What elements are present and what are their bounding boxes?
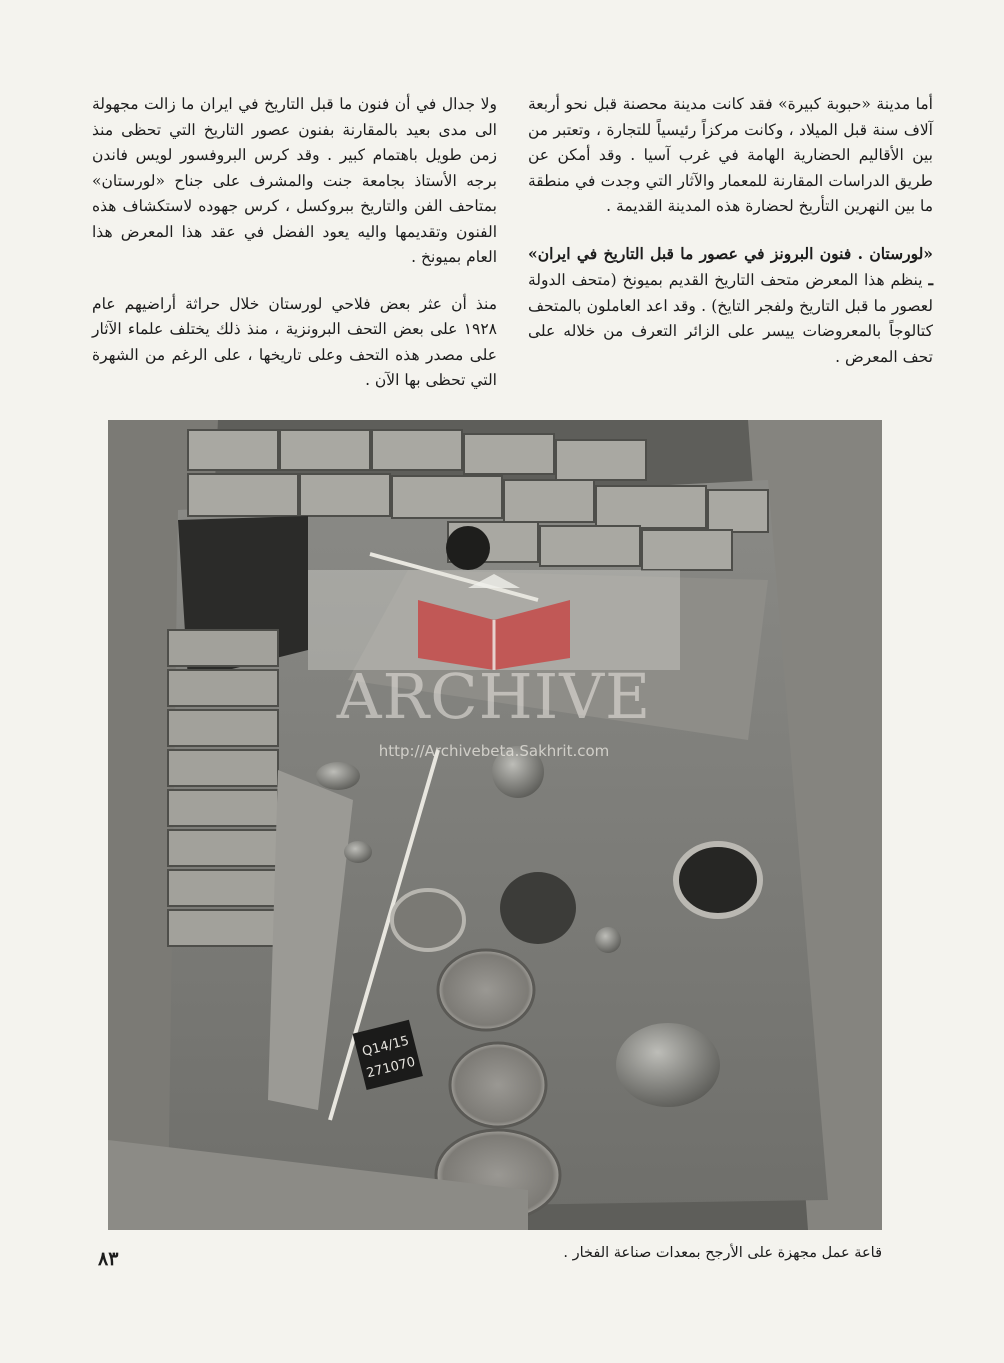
potters-basin xyxy=(438,950,534,1030)
excavation-illustration xyxy=(108,420,882,1230)
potters-basin xyxy=(450,1043,546,1127)
right-text-column xyxy=(528,92,933,370)
excavation-photo xyxy=(108,420,882,1230)
jar-opening xyxy=(446,526,490,570)
archive-watermark xyxy=(308,570,680,770)
label-line-2: 271070 xyxy=(365,1054,417,1082)
left-text-column xyxy=(92,92,497,394)
broken-jar xyxy=(676,844,760,916)
watermark-url: http://Archivebeta.Sakhrit.com xyxy=(378,742,610,760)
paragraph-prehistoric-arts: ولا جدال في أن فنون ما قبل التاريخ في ايران ما زالت مجهولة الى مدى بعيد بالمقارنة بفنون عصور التاريخ التي تحظى منذ زمن طويل باهتمام كبير . وقد كرس البروفسور لويس فاندن برجه الأستاذ بجامعة جنت والمشرف على جناح «لورستان» بمتاحف الفن والتاريخ ببروكسل ، كرس جهوده لاستكشاف هذه الفنون وتقديمها واليه يعود الفضل في عقد هذا المعرض هذا العام بميونخ . xyxy=(92,95,497,266)
exhibition-title: «لورستان . فنون البرونز في عصور ما قبل التاريخ في ايران» ـ xyxy=(528,243,933,289)
paragraph-habuba-kabira: أما مدينة «حبوبة كبيرة» فقد كانت مدينة محصنة قبل نحو أربعة آلاف سنة قبل الميلاد ، وكانت مركزاً رئيسياً للتجارة ، وتعتبر من بين الأقاليم الحضارية الهامة في غرب آسيا . وقد أمكن عن طريق الدراسات المقارنة للمعمار والآثار التي وجدت في منطقة ما بين النهرين التأريخ لحضارة هذه المدينة القديمة . xyxy=(528,95,933,215)
bowl xyxy=(344,841,372,863)
page-number: ٨٣ xyxy=(98,1248,119,1270)
large-jar xyxy=(616,1023,720,1107)
pit xyxy=(500,872,576,944)
label-line-1: Q14/15 xyxy=(360,1033,411,1060)
exhibition-description: ينظم هذا المعرض متحف التاريخ القديم بميونخ (متحف الدولة لعصور ما قبل التاريخ ولفجر التايخ) . وقد اعد العاملون بالمتحف كتالوجاً بالمعروضات ييسر على الزائر التعرف من خلاله على تحف المعرض . xyxy=(528,271,933,366)
bowl xyxy=(392,890,464,950)
book-logo-icon xyxy=(308,570,680,670)
small-pot xyxy=(595,927,621,953)
photo-caption: قاعة عمل مجهزة على الأرجح بمعدات صناعة الفخار . xyxy=(563,1245,882,1261)
paragraph-luristan-exhibition xyxy=(528,241,933,371)
paragraph-bronze-discovery: منذ أن عثر بعض فلاحي لورستان خلال حراثة أراضيهم عام ١٩٢٨ على بعض التحف البرونزية ، منذ ذلك يختلف علماء الآثار على مصدر هذه التحف وعلى تاريخها ، على الرغم من الشهرة التي تحظى بها الآن . xyxy=(92,294,497,389)
watermark-title: ARCHIVE xyxy=(336,660,652,733)
